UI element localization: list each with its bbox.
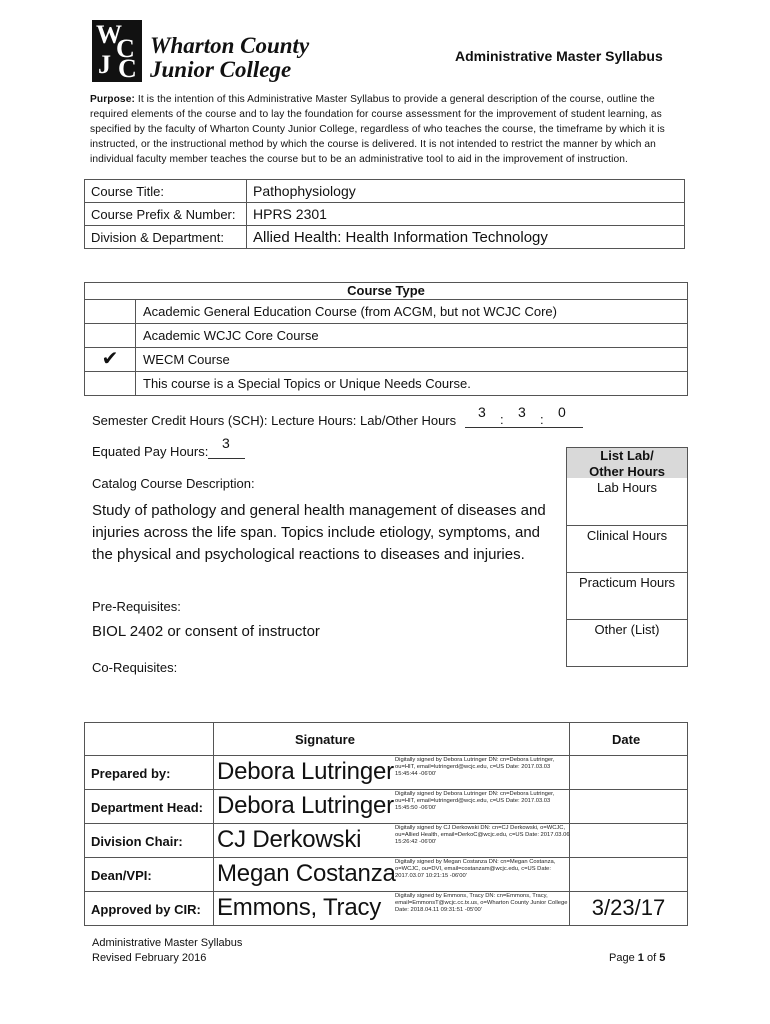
purpose-text: It is the intention of this Administrative Master Syllabus to provide a general description of the course, outline the required elements of the course and to lay the foundation for course assessment for the improvement of student learning, as specified by the faculty of Wharton County Junior College, regardless of who teaches the course, the timeframe by which it is instructed, or the instructional method by which the course is delivered. It is not intended to restrict the manner by which an individual faculty member teaches the course but to be an administrative tool to aid in the improvement of instruction. [90, 94, 665, 165]
footer-doc-name: Administrative Master Syllabus [92, 937, 243, 949]
course-type-heading: Course Type [85, 283, 687, 300]
college-name [150, 34, 309, 82]
signature-table-header [85, 723, 687, 756]
lecture-separator: : [540, 412, 544, 427]
digital-signature-details[interactable]: Digitally signed by Debora Lutringer DN: cn=Debora Lutringer, ou=HIT, email=lutringerd@wcjc.edu, c=US Date: 2017.03.03 15:45:50 -06'00' [395, 791, 555, 811]
course-type-label: Academic WCJC Core Course [143, 328, 319, 343]
page-total: 5 [659, 952, 666, 964]
division-value: Allied Health: Health Information Technology [247, 226, 685, 249]
page-of: of [646, 952, 657, 964]
course-title-row [85, 180, 685, 203]
division-label: Division & Department: [85, 226, 247, 249]
list-lab-heading [567, 448, 687, 478]
signature-date: 3/23/17 [591, 895, 666, 920]
course-info-table [84, 179, 685, 249]
signature-row-dean [85, 858, 687, 892]
equated-pay-label: Equated Pay Hours: [92, 444, 209, 459]
course-type-table [84, 282, 688, 396]
sch-label: Semester Credit Hours (SCH): Lecture Hours: Lab/Other Hours [92, 413, 457, 428]
lecture-hours-value: 3 [518, 404, 526, 420]
course-type-label: This course is a Special Topics or Unique Needs Course. [143, 376, 471, 391]
course-type-row [85, 300, 687, 324]
purpose-paragraph [90, 92, 690, 167]
college-name-line1: Wharton County [150, 33, 310, 58]
page-prefix: Page [609, 952, 635, 964]
college-logo [92, 20, 142, 82]
division-row [85, 226, 685, 249]
signature-row-prepared [85, 756, 687, 790]
course-type-checkbox[interactable] [85, 300, 136, 323]
sch-separator: : [500, 412, 504, 427]
prereq-value: BIOL 2402 or consent of instructor [92, 623, 320, 640]
role-label: Division Chair: [91, 834, 183, 849]
digital-signature-details[interactable]: Digitally signed by Megan Costanza DN: cn=Megan Costanza, o=WCJC, ou=DVI, email=costanzam@wcjc.edu, c=US Date: 2017.03.07 10:21:15 -06'00' [395, 859, 556, 879]
clinical-hours-cell: Clinical Hours [567, 525, 687, 572]
course-type-checkbox-checked[interactable]: ✔ [85, 348, 136, 371]
signature-row-department-head [85, 790, 687, 824]
catalog-label: Catalog Course Description: [92, 476, 255, 491]
list-lab-hours-box [566, 447, 688, 667]
list-lab-heading-line1: List Lab/ [600, 448, 654, 463]
course-type-checkbox[interactable] [85, 372, 136, 395]
role-label: Department Head: [91, 800, 203, 815]
logo-letter-w: W [96, 20, 122, 49]
other-hours-cell: Other (List) [567, 619, 687, 666]
signature-table [84, 722, 688, 926]
equated-pay-value: 3 [222, 435, 230, 451]
signer-name: Emmons, Tracy [217, 894, 382, 921]
page-number [609, 951, 665, 966]
equated-underline [208, 457, 245, 459]
college-name-line2: Junior College [150, 57, 292, 82]
footer-left [92, 936, 242, 966]
lab-hours-value: 0 [558, 404, 566, 420]
role-label: Approved by CIR: [91, 902, 201, 917]
course-title-label: Course Title: [85, 180, 247, 203]
date-column-header: Date [612, 732, 641, 747]
logo-letter-c2: C [118, 54, 137, 83]
course-type-row [85, 372, 687, 395]
course-type-label: WECM Course [143, 352, 230, 367]
sch-underline [465, 426, 583, 428]
coreq-label: Co-Requisites: [92, 660, 178, 675]
list-lab-heading-line2: Other Hours [589, 464, 665, 479]
page-current: 1 [637, 952, 644, 964]
signer-name: CJ Derkowski [217, 826, 362, 853]
signer-name: Debora Lutringer [217, 792, 394, 819]
logo-letter-c: C [116, 34, 135, 63]
catalog-description: Study of pathology and general health management of diseases and injuries across the life span. Topics include etiology, symptoms, and the physical and psychological reactions to diseases and injuries. [92, 502, 546, 563]
signer-name: Debora Lutringer [217, 758, 394, 785]
course-type-row [85, 324, 687, 348]
signature-row-approved [85, 892, 687, 925]
course-prefix-label: Course Prefix & Number: [85, 203, 247, 226]
purpose-label: Purpose: [90, 94, 135, 105]
course-type-checkbox[interactable] [85, 324, 136, 347]
practicum-hours-cell: Practicum Hours [567, 572, 687, 619]
course-type-row [85, 348, 687, 372]
signature-column-header: Signature [295, 732, 355, 747]
digital-signature-details[interactable]: Digitally signed by Debora Lutringer DN: cn=Debora Lutringer, ou=HIT, email=lutringerd@wcjc.edu, c=US Date: 2017.03.03 15:45:44 -06'00' [395, 757, 555, 777]
footer-revised: Revised February 2016 [92, 952, 207, 964]
document-title: Administrative Master Syllabus [455, 48, 663, 64]
lab-hours-cell: Lab Hours [597, 480, 657, 495]
signature-row-division-chair [85, 824, 687, 858]
course-title-value: Pathophysiology [247, 180, 685, 203]
role-label: Prepared by: [91, 766, 171, 781]
prereq-label: Pre-Requisites: [92, 599, 181, 614]
sch-value: 3 [478, 404, 486, 420]
course-prefix-value: HPRS 2301 [247, 203, 685, 226]
signer-name: Megan Costanza [217, 860, 396, 887]
logo-letter-j: J [98, 50, 111, 79]
role-label: Dean/VPI: [91, 868, 152, 883]
digital-signature-details[interactable]: Digitally signed by CJ Derkowski DN: cn=CJ Derkowski, o=WCJC, ou=Allied Health, email=DerkoC@wcjc.edu, c=US Date: 2017.03.06 15:26:42 -06'00' [395, 825, 570, 845]
course-type-label: Academic General Education Course (from ACGM, but not WCJC Core) [143, 304, 557, 319]
course-prefix-row [85, 203, 685, 226]
digital-signature-details[interactable]: Digitally signed by Emmons, Tracy DN: cn=Emmons, Tracy, email=EmmonsT@wcjc.cc.tx.us, o=Wharton County Junior College Date: 2018.04.11 09:31:51 -05'00' [395, 893, 568, 913]
